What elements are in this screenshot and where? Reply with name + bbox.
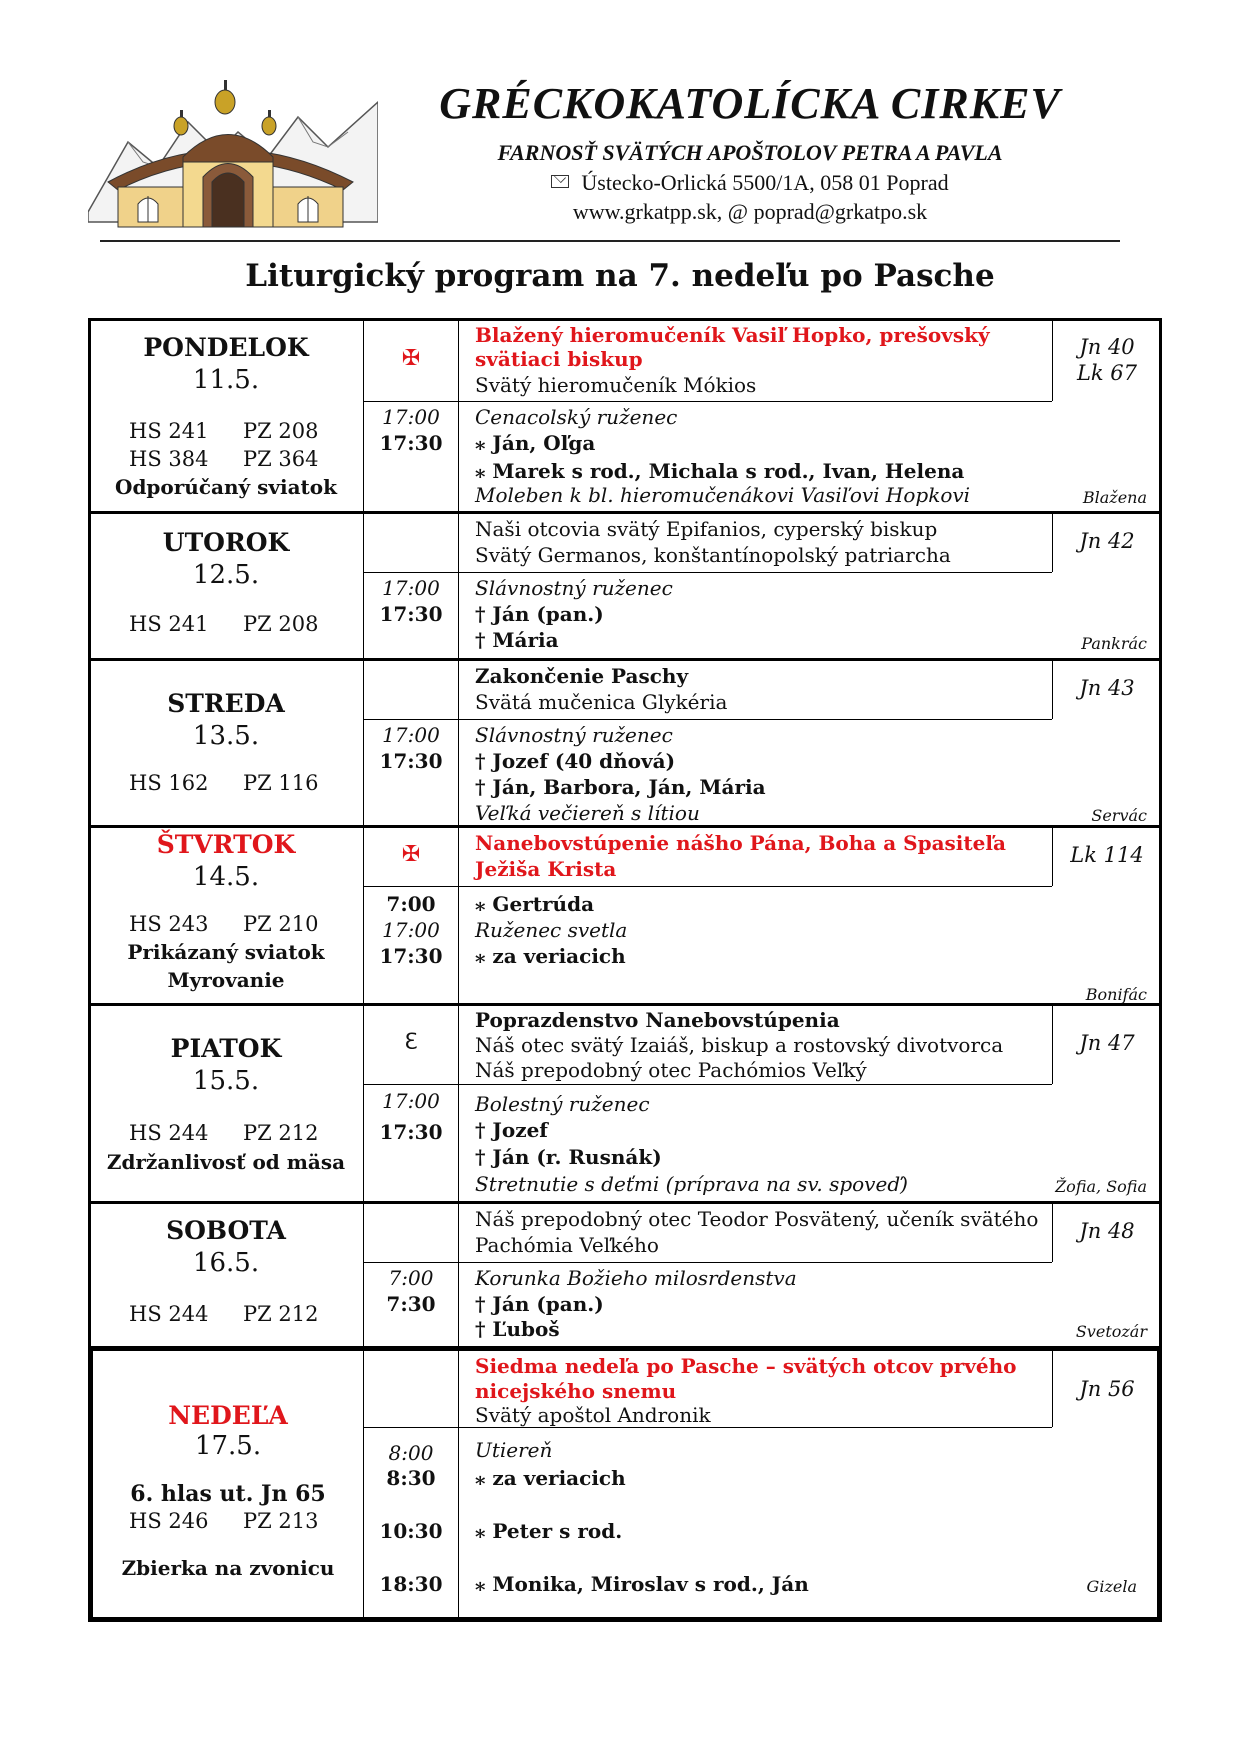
service-time: 8:30 — [386, 1466, 436, 1490]
service-line: † Ján (pan.) — [475, 602, 604, 626]
address-line — [400, 170, 1100, 196]
day-date: 15.5. — [192, 1066, 260, 1096]
service-line: Korunka Božieho milosrdenstva — [475, 1266, 797, 1290]
service-time: 17:30 — [379, 602, 443, 626]
tone-reading: 6. hlas ut. Jn 65 — [130, 1481, 326, 1507]
row-divider — [363, 1427, 1052, 1428]
day-name: UTOROK — [162, 528, 290, 557]
hymn-pz: PZ 210 — [243, 912, 319, 936]
service-time: 7:30 — [386, 1292, 436, 1316]
day-row-thursday — [88, 825, 1162, 1006]
feast-line: Nanebovstúpenie nášho Pána, Boha a Spasiteľa — [475, 831, 1006, 855]
day-note: Myrovanie — [167, 968, 285, 992]
reading: Jn 48 — [1079, 1219, 1135, 1243]
row-divider — [363, 719, 1052, 720]
reading: Jn 40 — [1079, 335, 1135, 359]
church-title: GRÉCKOKATOLÍCKA CIRKEV — [439, 79, 1061, 128]
column-divider — [458, 1204, 459, 1346]
service-line: ⁎ Gertrúda — [475, 892, 595, 916]
service-time: 17:00 — [382, 723, 440, 747]
service-line: Cenacolský ruženec — [475, 405, 678, 429]
day-name: PONDELOK — [143, 333, 309, 362]
row-divider — [363, 572, 1052, 573]
feast-cross-icon: ✠ — [401, 842, 421, 867]
day-date: 17.5. — [194, 1431, 262, 1461]
hymn-pz: PZ 208 — [243, 612, 319, 636]
service-line: Slávnostný ruženec — [475, 723, 673, 747]
forefeast-symbol-icon: ℇ — [404, 1030, 418, 1055]
column-divider — [1052, 1351, 1053, 1427]
service-time: 17:30 — [379, 1120, 443, 1144]
service-line: ⁎ Peter s rod. — [475, 1519, 623, 1543]
day-row-wednesday — [88, 658, 1162, 828]
service-time: 17:30 — [379, 431, 443, 455]
parish-name: FARNOSŤ SVÄTÝCH APOŠTOLOV PETRA A PAVLA — [497, 140, 1003, 165]
feast-line: Siedma nedeľa po Pasche – svätých otcov prvého — [475, 1354, 1017, 1378]
feast-line: Náš otec svätý Izaiáš, biskup a rostovský divotvorca — [475, 1033, 1004, 1057]
service-line: ⁎ za veriacich — [475, 1466, 626, 1490]
nameday: Gizela — [1086, 1577, 1137, 1596]
nameday: Bonifác — [1085, 985, 1147, 1004]
feast-line: Ježiša Krista — [475, 857, 617, 881]
hymn-hs: HS 244 — [129, 1302, 209, 1326]
feast-line: Náš prepodobný otec Pachómios Veľký — [475, 1058, 867, 1082]
hymn-pz: PZ 212 — [243, 1121, 319, 1145]
feast-line: svätiaci biskup — [475, 347, 643, 371]
feast-line: Svätý Germanos, konštantínopolský patriarcha — [475, 543, 951, 567]
service-line: ⁎ Monika, Miroslav s rod., Ján — [475, 1572, 809, 1596]
header-divider — [100, 240, 1120, 242]
day-note: Zbierka na zvonicu — [121, 1556, 335, 1580]
day-row-monday — [88, 318, 1162, 514]
service-line: † Ján (r. Rusnák) — [475, 1145, 662, 1169]
column-divider — [458, 1006, 459, 1201]
reading: Jn 47 — [1079, 1031, 1135, 1055]
service-line: † Ján, Barbora, Ján, Mária — [475, 775, 766, 799]
reading: Jn 43 — [1079, 676, 1135, 700]
feast-line: Svätý apoštol Andronik — [475, 1403, 711, 1427]
day-name: STREDA — [167, 689, 285, 718]
nameday: Servác — [1091, 806, 1147, 825]
hymn-hs: HS 246 — [129, 1509, 209, 1533]
mail-icon — [551, 175, 569, 188]
hymn-hs: HS 384 — [129, 447, 209, 471]
hymn-pz: PZ 364 — [243, 447, 319, 471]
hymn-pz: PZ 213 — [243, 1509, 319, 1533]
service-line: Moleben k bl. hieromučenákovi Vasiľovi Hopkovi — [475, 483, 971, 507]
hymn-hs: HS 162 — [129, 771, 209, 795]
day-name: NEDEĽA — [168, 1401, 288, 1430]
service-line: Ruženec svetla — [475, 918, 628, 942]
column-divider — [1052, 1204, 1053, 1262]
day-date: 14.5. — [192, 862, 260, 892]
nameday: Blažena — [1082, 488, 1147, 507]
day-row-friday — [88, 1003, 1162, 1204]
day-date: 16.5. — [192, 1248, 260, 1278]
service-line: † Mária — [475, 628, 559, 652]
hymn-hs: HS 241 — [129, 612, 209, 636]
service-time: 17:30 — [379, 944, 443, 968]
service-line: † Ján (pan.) — [475, 1292, 604, 1316]
day-name: PIATOK — [170, 1034, 282, 1063]
column-divider — [1052, 828, 1053, 886]
service-line: ⁎ Marek s rod., Michala s rod., Ivan, Helena — [475, 459, 965, 483]
service-line: Utiereň — [475, 1438, 553, 1462]
row-divider — [363, 1262, 1052, 1263]
day-row-sunday — [88, 1346, 1162, 1622]
column-divider — [1052, 514, 1053, 572]
reading: Jn 56 — [1079, 1377, 1135, 1401]
hymn-hs: HS 243 — [129, 912, 209, 936]
feast-line: Naši otcovia svätý Epifanios, cyperský biskup — [475, 517, 938, 541]
day-date: 13.5. — [192, 721, 260, 751]
service-time: 7:00 — [388, 1266, 434, 1290]
service-line: ⁎ Ján, Oľga — [475, 431, 596, 455]
day-name: SOBOTA — [166, 1216, 286, 1245]
row-divider — [363, 401, 458, 402]
row-divider — [458, 401, 1052, 402]
feast-line: Blažený hieromučeník Vasiľ Hopko, prešovský — [475, 323, 990, 347]
service-time: 17:30 — [379, 749, 443, 773]
nameday: Pankrác — [1081, 634, 1147, 653]
service-line: † Jozef — [475, 1118, 548, 1142]
day-date: 12.5. — [192, 560, 260, 590]
column-divider — [458, 1351, 459, 1617]
service-time: 7:00 — [386, 892, 436, 916]
column-divider — [1052, 321, 1053, 401]
service-time: 10:30 — [379, 1519, 443, 1543]
web-contact[interactable]: www.grkatpp.sk, @ poprad@grkatpo.sk — [572, 199, 928, 224]
service-time: 17:00 — [382, 918, 440, 942]
hymn-pz: PZ 212 — [243, 1302, 319, 1326]
service-line: Slávnostný ruženec — [475, 576, 673, 600]
day-row-tuesday — [88, 511, 1162, 661]
nameday: Žofia, Sofia — [1055, 1177, 1147, 1196]
hymn-pz: PZ 208 — [243, 419, 319, 443]
day-name: ŠTVRTOK — [156, 830, 296, 859]
service-time: 17:00 — [382, 576, 440, 600]
service-time: 17:00 — [382, 1089, 440, 1113]
service-line: ⁎ za veriacich — [475, 944, 626, 968]
feast-line: Pachómia Veľkého — [475, 1233, 659, 1257]
row-divider — [363, 1084, 1052, 1085]
reading: Jn 42 — [1079, 529, 1135, 553]
service-time: 17:00 — [382, 405, 440, 429]
column-divider — [1052, 661, 1053, 719]
church-logo — [88, 62, 378, 232]
service-line: Stretnutie s deťmi (príprava na sv. spoveď) — [475, 1172, 908, 1196]
feast-line: Svätá mučenica Glykéria — [475, 690, 728, 714]
hymn-pz: PZ 116 — [243, 771, 319, 795]
service-line: † Ľuboš — [475, 1317, 560, 1341]
hymn-hs: HS 241 — [129, 419, 209, 443]
nameday: Svetozár — [1075, 1322, 1147, 1341]
hymn-hs: HS 244 — [129, 1121, 209, 1145]
day-note: Prikázaný sviatok — [127, 940, 325, 964]
day-note: Zdržanlivosť od mäsa — [106, 1150, 346, 1174]
feast-line: Zakončenie Paschy — [475, 664, 689, 688]
service-line: Veľká večiereň s lítiou — [475, 801, 700, 825]
day-note: Odporúčaný sviatok — [115, 475, 337, 499]
row-divider — [363, 886, 1052, 887]
feast-cross-icon: ✠ — [401, 346, 421, 371]
service-line: Bolestný ruženec — [475, 1092, 650, 1116]
column-divider — [1052, 1006, 1053, 1084]
reading: Lk 67 — [1076, 361, 1138, 385]
document-title: Liturgický program na 7. nedeľu po Pasche — [245, 258, 995, 294]
feast-line: Poprazdenstvo Nanebovstúpenia — [475, 1008, 840, 1032]
feast-line: nicejského snemu — [475, 1379, 677, 1403]
service-line: † Jozef (40 dňová) — [475, 749, 676, 773]
service-time: 8:00 — [388, 1441, 434, 1465]
address-text: Ústecko-Orlická 5500/1A, 058 01 Poprad — [581, 170, 949, 195]
reading: Lk 114 — [1070, 843, 1144, 867]
column-divider — [458, 514, 459, 658]
day-date: 11.5. — [192, 365, 260, 395]
column-divider — [458, 828, 459, 1003]
column-divider — [458, 321, 459, 511]
feast-line: Náš prepodobný otec Teodor Posvätený, učeník svätého — [475, 1207, 1039, 1231]
service-time: 18:30 — [379, 1572, 443, 1596]
day-row-saturday — [88, 1201, 1162, 1349]
column-divider — [458, 661, 459, 825]
feast-line: Svätý hieromučeník Mókios — [475, 373, 757, 397]
